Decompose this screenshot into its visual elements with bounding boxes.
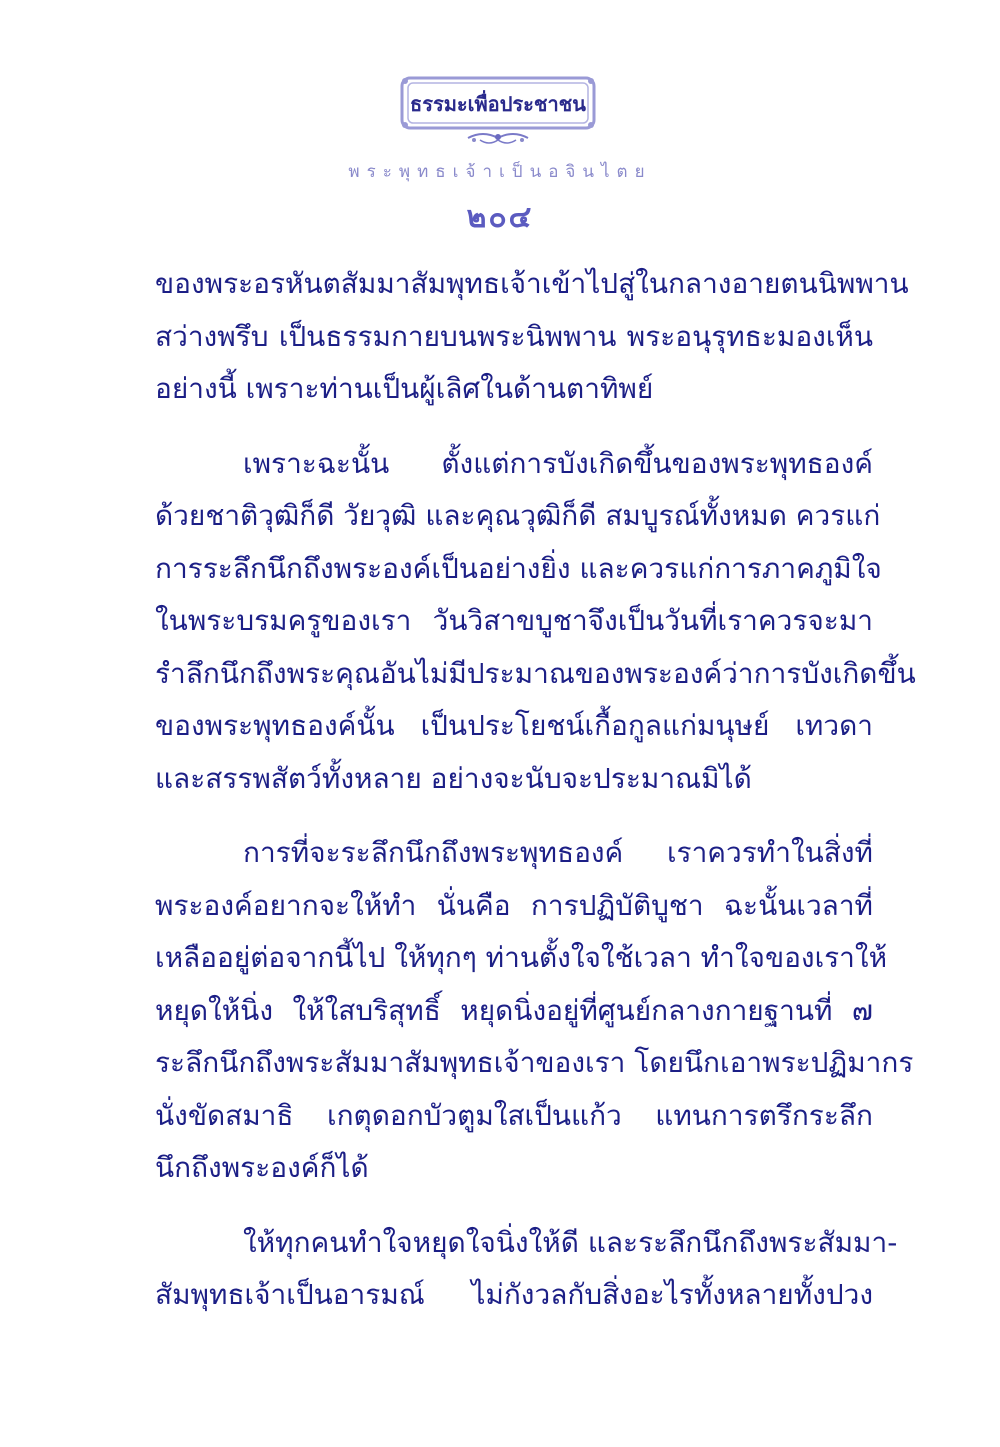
text-line: การที่จะระลึกนึกถึงพระพุทธองค์ เราควรทำในสิ่งที่ xyxy=(243,836,873,869)
text-line: ของพระพุทธองค์นั้น เป็นประโยชน์เกื้อกูลแก่มนุษย์ เทวดา xyxy=(155,709,873,742)
text-line: อย่างนี้ เพราะท่านเป็นผู้เลิศในด้านตาทิพย์ xyxy=(155,372,654,405)
text-line: ด้วยชาติวุฒิก็ดี วัยวุฒิ และคุณวุฒิก็ดี สมบูรณ์ทั้งหมด ควรแก่ xyxy=(155,499,881,532)
text-line: การระลึกนึกถึงพระองค์เป็นอย่างยิ่ง และควรแก่การภาคภูมิใจ xyxy=(155,551,882,585)
logo-title: ธรรมะเพื่อประชาชน xyxy=(410,92,586,116)
paragraph xyxy=(155,438,916,806)
text-line: ของพระอรหันตสัมมาสัมพุทธเจ้าเข้าไปสู่ในกลางอายตนนิพพาน xyxy=(155,267,909,300)
text-line: หยุดให้นิ่ง ให้ใสบริสุทธิ์ หยุดนิ่งอยู่ที่ศูนย์กลางกายฐานที่ ๗ xyxy=(155,993,873,1027)
page-number: ๒๐๔ xyxy=(466,200,534,235)
text-line: นั่งขัดสมาธิ เกตุดอกบัวตูมใสเป็นแก้ว แทนการตรึกระลึก xyxy=(155,1098,873,1132)
text-line: และสรรพสัตว์ทั้งหลาย อย่างจะนับจะประมาณมิได้ xyxy=(155,761,752,795)
text-line: สัมพุทธเจ้าเป็นอารมณ์ ไม่กังวลกับสิ่งอะไรทั้งหลายทั้งปวง xyxy=(155,1278,873,1311)
text-line: เหลืออยู่ต่อจากนี้ไป ให้ทุกๆ ท่านตั้งใจใช้เวลา ทำใจของเราให้ xyxy=(155,941,888,974)
text-line: นึกถึงพระองค์ก็ได้ xyxy=(155,1151,369,1184)
text-line: ในพระบรมครูของเรา วันวิสาขบูชาจึงเป็นวันที่เราควรจะมา xyxy=(155,604,873,637)
body-text xyxy=(155,258,916,1344)
text-line: ให้ทุกคนทำใจหยุดใจนิ่งให้ดี และระลึกนึกถึงพระสัมมา- xyxy=(243,1225,898,1259)
text-line: พระองค์อยากจะให้ทำ นั่นคือ การปฏิบัติบูชา ฉะนั้นเวลาที่ xyxy=(155,888,873,922)
text-line: รำลึกนึกถึงพระคุณอันไม่มีประมาณของพระองค์ว่าการบังเกิดขึ้น xyxy=(155,656,916,690)
paragraph xyxy=(155,1217,898,1322)
text-line: ระลึกนึกถึงพระสัมมาสัมพุทธเจ้าของเรา โดยนึกเอาพระปฏิมากร xyxy=(155,1046,914,1079)
paragraph xyxy=(155,258,909,416)
paragraph xyxy=(155,827,914,1195)
running-header-subtitle: พระพุทธเจ้าเป็นอจินไตย xyxy=(348,162,652,182)
text-line: สว่างพรึบ เป็นธรรมกายบนพระนิพพาน พระอนุรุทธะมองเห็น xyxy=(155,319,873,353)
text-line: เพราะฉะนั้น ตั้งแต่การบังเกิดขึ้นของพระพุทธองค์ xyxy=(243,446,873,480)
dhamma-logo xyxy=(398,74,598,148)
